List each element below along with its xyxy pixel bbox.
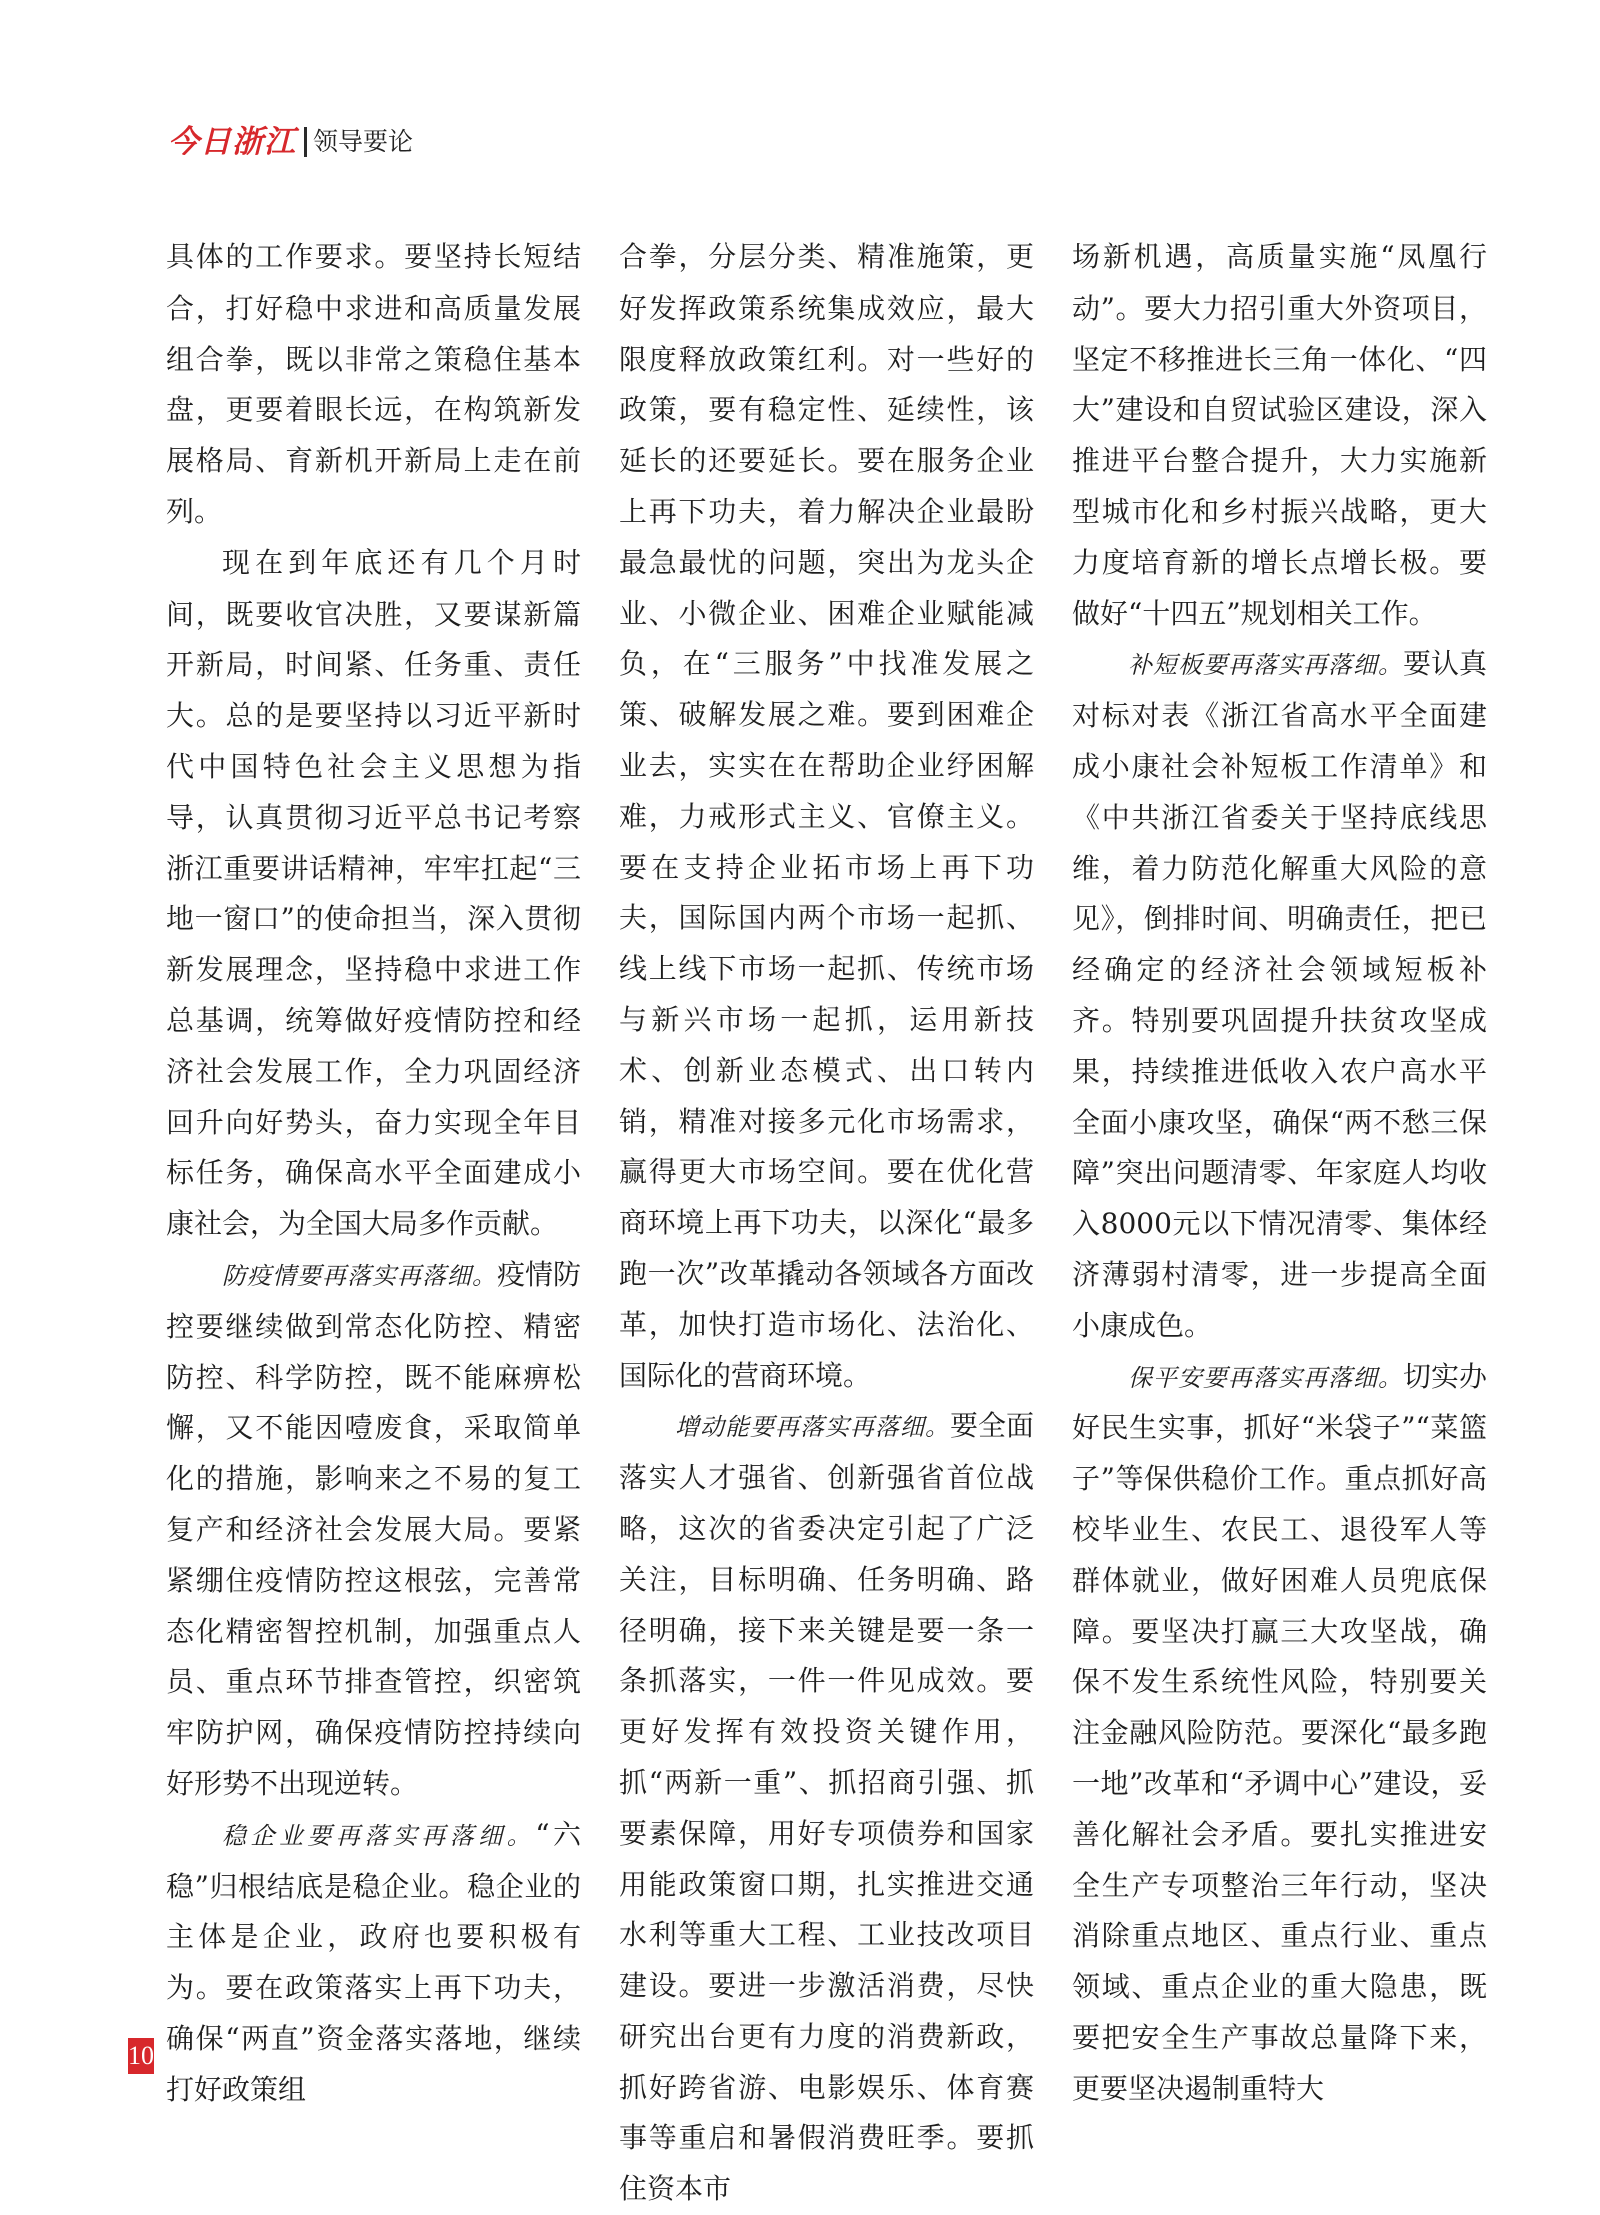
paragraph	[166, 1810, 581, 2116]
paragraph	[1072, 232, 1487, 639]
paragraph-text: 要认真对标对表《浙江省高水平全面建成小康社会补短板工作清单》和《中共浙江省委关于坚持底线思维，着力防范化解重大风险的意见》，倒排时间、明确责任，把已经确定的经济社会领域短板补齐。特别要巩固提升扶贫攻坚成果，持续推进低收入农户高水平全面小康攻坚，确保“两不愁三保障”突出问题清零、年家庭人均收入8000元以下情况清零、集体经济薄弱村清零，进一步提高全面小康成色。	[1072, 647, 1488, 1342]
header-divider	[304, 127, 307, 157]
paragraph-lead: 保平安要再落实再落细。	[1128, 1363, 1403, 1392]
article-column-2	[619, 232, 1034, 2215]
section-title: 领导要论	[313, 127, 414, 156]
paragraph-text: 场新机遇，高质量实施“凤凰行动”。要大力招引重大外资项目，坚定不移推进长三角一体化、“四大”建设和自贸试验区建设，深入推进平台整合提升，大力实施新型城市化和乡村振兴战略，更大力度培育新的增长点增长极。要做好“十四五”规划相关工作。	[1072, 240, 1487, 630]
article-column-1	[166, 232, 581, 2115]
paragraph-lead: 补短板要再落实再落细。	[1128, 651, 1403, 680]
paragraph-text: 切实办好民生实事，抓好“米袋子”“菜篮子”等保供稳价工作。重点抓好高校毕业生、农民工、退役军人等群体就业，做好困难人员兜底保障。要坚决打赢三大攻坚战，确保不发生系统性风险，特别要关注金融风险防范。要深化“最多跑一地”改革和“矛调中心”建设，妥善化解社会矛盾。要扎实推进安全生产专项整治三年行动，坚决消除重点地区、重点行业、重点领域、重点企业的重大隐患，既要把安全生产事故总量降下来，更要坚决遏制重特大	[1072, 1359, 1488, 2105]
paragraph	[166, 232, 581, 538]
paragraph	[166, 1250, 581, 1810]
paragraph-lead: 增动能要再落实再落细。	[675, 1413, 950, 1442]
magazine-logo: 今日浙江	[168, 124, 296, 160]
paragraph-text: 要全面落实人才强省、创新强省首位战略，这次的省委决定引起了广泛关注，目标明确、任务明确、路径明确，接下来关键是要一条一条抓落实，一件一件见成效。要更好发挥有效投资关键作用，抓“两新一重”、抓招商引强、抓要素保障，用好专项债券和国家用能政策窗口期，扎实推进交通水利等重大工程、工业技改项目建设。要进一步激活消费，尽快研究出台更有力度的消费新政，抓好跨省游、电影娱乐、体育赛事等重启和暑假消费旺季。要抓住资本市	[619, 1409, 1035, 2206]
paragraph-text: 具体的工作要求。要坚持长短结合，打好稳中求进和高质量发展组合拳，既以非常之策稳住基本盘，更要着眼长远，在构筑新发展格局、育新机开新局上走在前列。	[166, 240, 581, 528]
paragraph-lead: 稳企业要再落实再落细。	[222, 1821, 536, 1850]
paragraph	[619, 1401, 1034, 2215]
article-column-3	[1072, 232, 1487, 2114]
paragraph-text: “六稳”归根结底是稳企业。稳企业的主体是企业，政府也要积极有为。要在政策落实上再下功夫，确保“两直”资金落实落地，继续打好政策组	[166, 1817, 581, 2106]
paragraph-lead: 防疫情要再落实再落细。	[222, 1261, 497, 1290]
paragraph	[1072, 1352, 1487, 2115]
paragraph	[619, 232, 1034, 1401]
paragraph-text: 疫情防控要继续做到常态化防控、精密防控、科学防控，既不能麻痹松懈，又不能因噎废食，采取简单化的措施，影响来之不易的复工复产和经济社会发展大局。要紧紧绷住疫情防控这根弦，完善常态化精密智控机制，加强重点人员、重点环节排查管控，织密筑牢防护网，确保疫情防控持续向好形势不出现逆转。	[166, 1257, 582, 1800]
paragraph-text: 现在到年底还有几个月时间，既要收官决胜，又要谋新篇开新局，时间紧、任务重、责任大。总的是要坚持以习近平新时代中国特色社会主义思想为指导，认真贯彻习近平总书记考察浙江重要讲话精神，牢牢扛起“三地一窗口”的使命担当，深入贯彻新发展理念，坚持稳中求进工作总基调，统筹做好疫情防控和经济社会发展工作，全力巩固经济回升向好势头，奋力实现全年目标任务，确保高水平全面建成小康社会，为全国大局多作贡献。	[166, 545, 581, 1241]
paragraph	[1072, 639, 1487, 1351]
paragraph	[166, 538, 581, 1250]
page-number: 10	[128, 2038, 154, 2074]
paragraph-text: 合拳，分层分类、精准施策，更好发挥政策系统集成效应，最大限度释放政策红利。对一些好的政策，要有稳定性、延续性，该延长的还要延长。要在服务企业上再下功夫，着力解决企业最盼最急最忧的问题，突出为龙头企业、小微企业、困难企业赋能减负，在“三服务”中找准发展之策、破解发展之难。要到困难企业去，实实在在帮助企业纾困解难，力戒形式主义、官僚主义。要在支持企业拓市场上再下功夫，国际国内两个市场一起抓、线上线下市场一起抓、传统市场与新兴市场一起抓，运用新技术、创新业态模式、出口转内销，精准对接多元化市场需求，赢得更大市场空间。要在优化营商环境上再下功夫，以深化“最多跑一次”改革撬动各领域各方面改革，加快打造市场化、法治化、国际化的营商环境。	[619, 240, 1034, 1392]
page-header	[168, 122, 413, 162]
